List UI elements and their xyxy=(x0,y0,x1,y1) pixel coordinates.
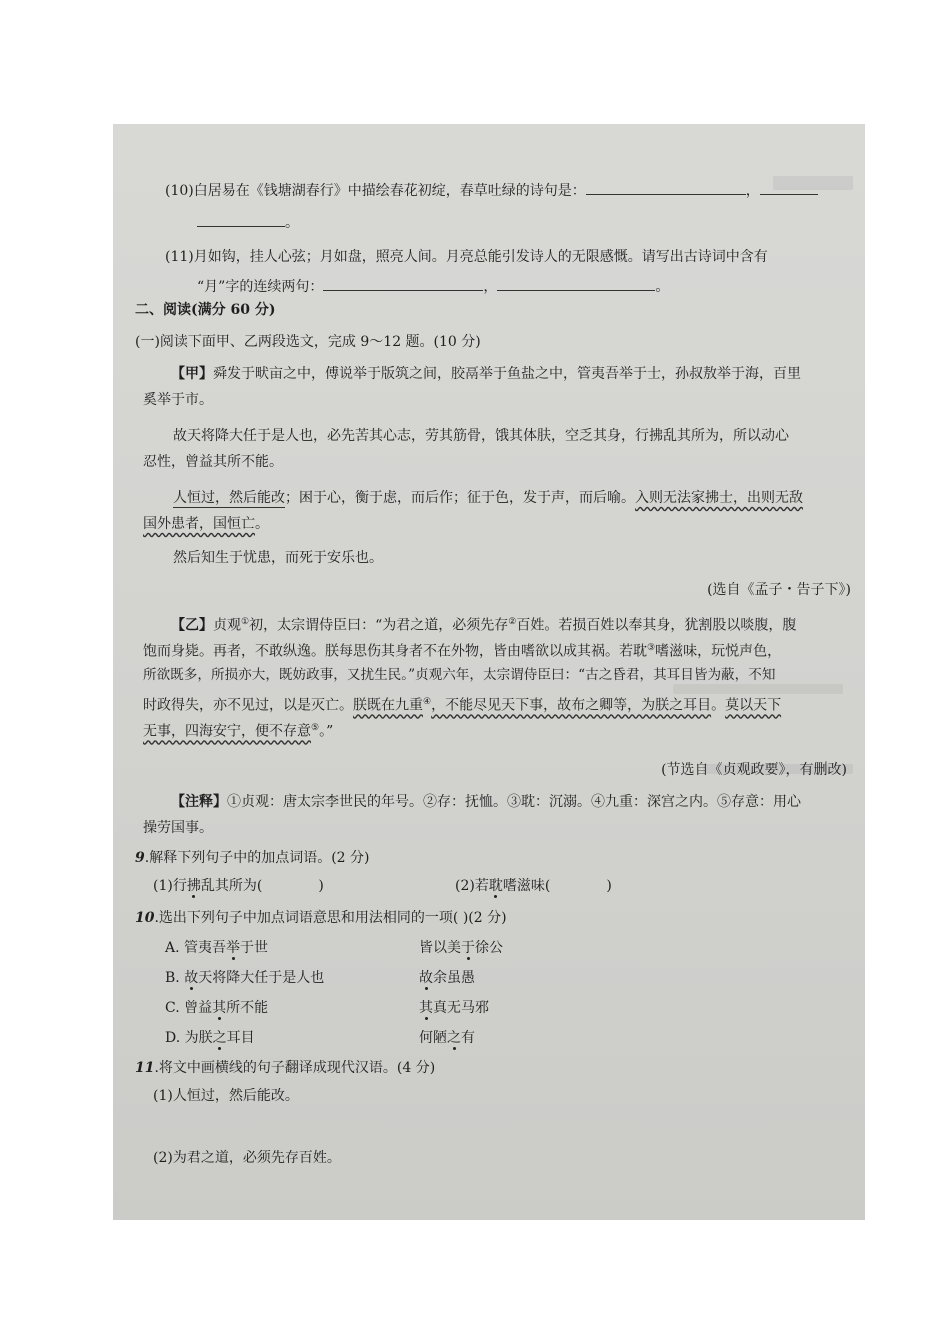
dotted-word: 耽 xyxy=(488,878,503,894)
punctuation: ， xyxy=(483,279,498,295)
passage-text: ；困于心，衡于虑，而后作；征于色，发于声，而后喻。 xyxy=(285,490,635,506)
item-text: ) xyxy=(318,878,324,894)
item-text: (1)行 xyxy=(153,878,187,894)
wavy-underlined-sentence: 无事，四海安宁，便不存意 xyxy=(143,723,311,740)
option-text: 徐公 xyxy=(475,940,503,956)
option-d-right xyxy=(419,1028,475,1048)
notes-line2: 操劳国事。 xyxy=(143,820,213,836)
passage-text: 初，太宗谓侍臣曰：“ xyxy=(249,617,383,634)
option-b-right xyxy=(419,968,475,988)
answer-blank[interactable] xyxy=(262,876,318,890)
option-text: 余虽愚 xyxy=(433,970,475,986)
passage-text: 贞观 xyxy=(213,617,241,634)
wavy-underlined-sentence: ，不能尽见天下事，故布之卿等，为朕之耳目 xyxy=(431,697,712,714)
answer-blank[interactable] xyxy=(760,180,818,195)
option-a-right xyxy=(419,938,503,958)
option-text: 天将降大任于是人也 xyxy=(198,970,325,986)
underlined-sentence: 人恒过，然后能改 xyxy=(173,490,285,506)
wavy-underlined-sentence: 入则无法家拂士，出则无敌 xyxy=(635,490,803,506)
jia-p4: 然后知生于忧患，而死于安乐也。 xyxy=(173,550,383,566)
wavy-underlined-sentence: 国外患者，国恒亡 xyxy=(143,516,255,532)
passage-text: 饱而身毙。再者，不敢纵逸。朕每思伤其身者不在外物，皆由嗜欲以成其祸。若耽 xyxy=(143,643,647,660)
part-instruction: (一)阅读下面甲、乙两段选文，完成 9～12 题。(10 分) xyxy=(135,334,481,350)
question-10-fill-cont xyxy=(197,212,299,233)
yi-line4 xyxy=(143,692,781,716)
option-text: 何陋 xyxy=(419,1030,447,1046)
exam-paper xyxy=(113,124,865,1220)
passage-text: 舜发于畎亩之中，傅说举于版筑之间，胶鬲举于鱼盐之中，管夷吾举于士，孙叔敖举于海，百里 xyxy=(213,366,801,382)
punctuation: 。” xyxy=(319,723,334,740)
question-9-item1 xyxy=(153,876,324,896)
option-text: 所不能 xyxy=(226,1000,269,1016)
note-marker: ⑤ xyxy=(311,723,320,733)
note-marker: ③ xyxy=(647,643,656,653)
passage-label: 【乙】 xyxy=(171,617,213,634)
yi-line1 xyxy=(171,612,796,636)
question-text: (10)白居易在《钱塘湖春行》中描绘春花初绽，春草吐绿的诗句是： xyxy=(165,183,586,199)
question-number: 9 xyxy=(135,850,145,866)
jia-p3-line2 xyxy=(143,514,269,534)
option-b-left[interactable] xyxy=(165,968,324,988)
wavy-underlined-sentence: 朕既在九重 xyxy=(353,697,423,714)
passage-text: 百姓 xyxy=(516,617,545,634)
question-11b xyxy=(135,1058,435,1078)
question-11-line1: (11)月如钩，挂人心弦；月如盘，照亮人间。月亮总能引发诗人的无限感慨。请写出古诗词中含有 xyxy=(165,249,768,265)
question-text: .选出下列句子中加点词语意思和用法相同的一项( )(2 分) xyxy=(154,910,507,926)
item-text: (2)若 xyxy=(455,878,489,894)
answer-blank[interactable] xyxy=(197,212,285,227)
question-number: 10 xyxy=(135,910,155,926)
jia-source: (选自《孟子・告子下》) xyxy=(707,582,851,598)
jia-p1-line2: 奚举于市。 xyxy=(143,392,213,408)
item-text: 嗜滋味( xyxy=(502,878,551,894)
wavy-underlined-sentence: 莫以天下 xyxy=(725,697,782,714)
punctuation: 。 xyxy=(285,215,299,231)
notes-text: ①贞观：唐太宗李世民的年号。②存：抚恤。③耽：沉溺。④九重：深宫之内。⑤存意：用心 xyxy=(227,794,801,810)
question-text: .解释下列句子中的加点词语。(2 分) xyxy=(144,850,370,866)
passage-label: 【甲】 xyxy=(171,366,213,382)
passage-text: 为君之道，必须先存 xyxy=(382,617,509,634)
dotted-word: 其 xyxy=(212,1000,227,1016)
note-marker: ④ xyxy=(423,697,432,707)
answer-blank[interactable] xyxy=(497,276,655,291)
notes-label: 【注释】 xyxy=(171,794,227,810)
section-title: 二、阅读(满分 60 分) xyxy=(135,302,276,318)
question-9-item2 xyxy=(455,876,612,896)
yi-line5 xyxy=(143,718,333,742)
note-marker: ① xyxy=(241,617,250,627)
passage-text: 时政得失，亦不见过，以是灭亡。 xyxy=(143,697,353,714)
dotted-word: 举 xyxy=(226,940,241,956)
option-c-left[interactable] xyxy=(165,998,268,1018)
option-text: C. 曾益 xyxy=(165,1000,213,1016)
notes-line1 xyxy=(171,792,801,812)
option-text: 皆以美 xyxy=(419,940,461,956)
answer-blank[interactable] xyxy=(586,180,746,195)
option-a-left[interactable] xyxy=(165,938,268,958)
dotted-word: 其 xyxy=(419,1000,433,1016)
jia-p3-line1 xyxy=(173,488,803,508)
punctuation: 。 xyxy=(655,279,670,295)
dotted-word: 之 xyxy=(212,1030,227,1046)
question-10-fill xyxy=(165,180,818,201)
item-text: 乱其所为( xyxy=(200,878,263,894)
option-text: B. xyxy=(165,970,185,986)
option-text: 真无马邪 xyxy=(433,1000,489,1016)
question-11-line2 xyxy=(197,276,669,297)
dotted-word: 故 xyxy=(184,970,199,986)
yi-source: (节选自《贞观政要》，有删改) xyxy=(661,762,847,778)
answer-blank[interactable] xyxy=(323,276,483,291)
question-9 xyxy=(135,848,369,868)
passage-text: 嗜滋味，玩悦声色， xyxy=(655,643,782,660)
question-11b-item1: (1)人恒过，然后能改。 xyxy=(153,1088,299,1104)
jia-p1-line1 xyxy=(171,364,801,384)
note-marker: ② xyxy=(508,617,517,627)
dotted-word: 于 xyxy=(461,940,475,956)
dotted-word: 故 xyxy=(419,970,433,986)
jia-p2-line2: 忍性，曾益其所不能。 xyxy=(143,454,283,470)
dotted-word: 拂 xyxy=(186,878,201,894)
option-d-left[interactable] xyxy=(165,1028,255,1048)
option-text: D. 为朕 xyxy=(165,1030,213,1046)
question-10 xyxy=(135,908,507,928)
jia-p2-line1: 故天将降大任于是人也，必先苦其心志，劳其筋骨，饿其体肤，空乏其身，行拂乱其所为，所以动心 xyxy=(173,428,789,444)
item-text: ) xyxy=(606,878,612,894)
option-text: A. 管夷吾 xyxy=(165,940,227,956)
question-number: 11 xyxy=(135,1060,155,1076)
punctuation: 。 xyxy=(711,697,726,714)
punctuation: 。 xyxy=(255,516,269,532)
option-c-right xyxy=(419,998,489,1018)
option-text: 有 xyxy=(461,1030,475,1046)
yi-line3: 所欲既多，所损亦大，既妨政事，又扰生民。”贞观六年，太宗谓侍臣曰：“古之昏君，其耳目皆为蔽，不知 xyxy=(143,667,776,683)
dotted-word: 之 xyxy=(447,1030,461,1046)
option-text: 于世 xyxy=(240,940,269,956)
option-text: 耳目 xyxy=(226,1030,255,1046)
question-text: .将文中画横线的句子翻译成现代汉语。(4 分) xyxy=(154,1060,436,1076)
question-text: “月”字的连续两句： xyxy=(197,279,324,295)
punctuation: ， xyxy=(745,183,760,199)
yi-line2 xyxy=(143,638,781,662)
passage-text: 。若损百姓以奉其身，犹割股以啖腹，腹 xyxy=(544,617,797,634)
question-11b-item2: (2)为君之道，必须先存百姓。 xyxy=(153,1150,341,1166)
answer-blank[interactable] xyxy=(550,876,606,890)
